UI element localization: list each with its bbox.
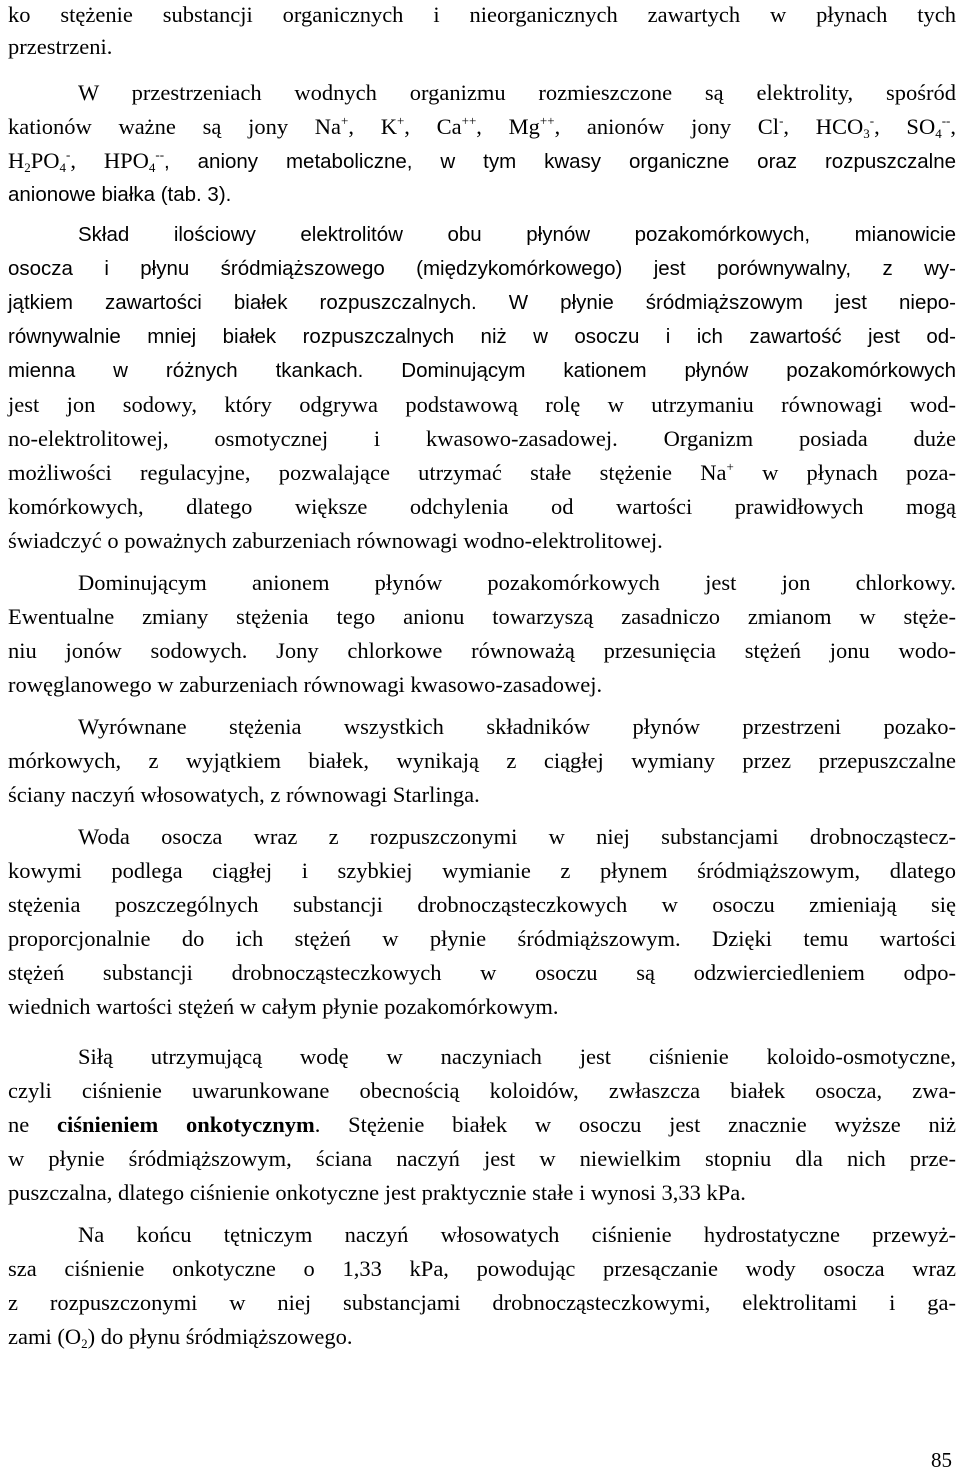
text-run: , (950, 114, 956, 139)
text-line: czyli ciśnienie uwarunkowane obecnością koloidów, zwłaszcza białek osocza, zwa- (8, 1078, 956, 1103)
text-line: sza ciśnienie onkotyczne o 1,33 kPa, powodując przesączanie wody osocza wraz (8, 1256, 956, 1281)
text-run: w płynach poza- (733, 460, 956, 485)
text-line: W przestrzeniach wodnych organizmu rozmieszczone są elektrolity, spośród (78, 80, 956, 105)
text-line: jątkiem zawartości białek rozpuszczalnych. W płynie śródmiąższowym jest niepo- (8, 291, 956, 314)
text-line: świadczyć o poważnych zaburzeniach równowagi wodno-elektrolitowej. (8, 528, 663, 553)
text-line: no-elektrolitowej, osmotycznej i kwasowo-zasadowej. Organizm posiada duże (8, 426, 956, 451)
text-line: w płynie śródmiąższowym, ściana naczyń jest w niewielkim stopniu dla nich prze- (8, 1146, 956, 1171)
text-line (8, 1322, 956, 1352)
text-line: mórkowych, z wyjątkiem białek, wynikają z ciągłej wymiany przez przepuszczalne (8, 748, 956, 773)
charge-superscript: -- (155, 147, 165, 162)
text-line: przestrzeni. (8, 34, 113, 59)
text-line: stężeń substancji drobnocząsteczkowych w osoczu są odzwierciedleniem odpo- (8, 960, 956, 985)
text-line: puszczalna, dlatego ciśnienie onkotyczne jest praktycznie stałe i wynosi 3,33 kPa. (8, 1180, 746, 1205)
charge-superscript: + (726, 459, 734, 474)
text-line: jest jon sodowy, który odgrywa podstawową rolę w utrzymaniu równowagi wod- (8, 392, 956, 417)
text-run: , Ca (404, 114, 462, 139)
subscript: 4 (148, 160, 156, 175)
charge-superscript: - (779, 113, 784, 128)
text-line: Skład ilościowy elektrolitów obu płynów pozakomórkowych, mianowicie (78, 223, 956, 246)
text-run: . Stężenie białek w osoczu jest znacznie wyższe niż (314, 1112, 956, 1137)
charge-superscript: + (396, 113, 405, 128)
text-line: rowęglanowego w zaburzeniach równowagi kwasowo-zasadowej. (8, 672, 603, 697)
text-run: , Mg (476, 114, 540, 139)
text-run: , K (348, 114, 397, 139)
ion-list-line (8, 112, 956, 142)
text-run: zami (O (8, 1324, 82, 1349)
text-line: Dominującym anionem płynów pozakomórkowych jest jon chlorkowy. (78, 570, 956, 595)
subscript: 2 (81, 1336, 88, 1351)
text-run: H (8, 148, 25, 173)
subscript: 4 (935, 126, 942, 141)
text-line: ściany naczyń włosowatych, z równowagi Starlinga. (8, 782, 480, 807)
subscript: 4 (59, 160, 67, 175)
text-run: , HCO (783, 114, 864, 139)
text-run: , aniony metaboliczne, w tym kwasy organiczne oraz rozpuszczalne (164, 150, 957, 173)
text-run: , SO (874, 114, 936, 139)
text-line: kowymi podlega ciągłej i szybkiej wymianie z płynem śródmiąższowym, dlatego (8, 858, 956, 883)
text-line: wiednich wartości stężeń w całym płynie pozakomórkowym. (8, 994, 559, 1019)
text-run: kationów ważne są jony Na (8, 114, 342, 139)
charge-superscript: ++ (539, 113, 555, 128)
text-line: Ewentualne zmiany stężenia tego anionu towarzyszą zasadniczo zmianom w stęże- (8, 604, 956, 629)
text-run: ) do płynu śródmiąższowego. (87, 1324, 353, 1349)
text-line: proporcjonalnie do ich stężeń w płynie śródmiąższowym. Dzięki temu wartości (8, 926, 956, 951)
text-run: ne (8, 1112, 57, 1137)
text-line (8, 458, 956, 488)
charge-superscript: -- (941, 113, 951, 128)
text-line: mienna w różnych tkankach. Dominującym kationem płynów pozakomórkowych (8, 359, 956, 382)
subscript: 3 (863, 126, 870, 141)
text-line: Na końcu tętniczym naczyń włosowatych ciśnienie hydrostatyczne przewyż- (78, 1222, 956, 1247)
charge-superscript: ++ (461, 113, 477, 128)
text-line: ko stężenie substancji organicznych i nieorganicznych zawartych w płynach tych (8, 2, 956, 27)
charge-superscript: + (341, 113, 349, 128)
text-line: osocza i płynu śródmiąższowego (międzykomórkowego) jest porównywalny, z wy- (8, 257, 956, 280)
bold-term: ciśnieniem onkotycznym (57, 1112, 315, 1137)
text-run: , HPO (70, 148, 149, 173)
text-line: niu jonów sodowych. Jony chlorkowe równoważą przesunięcia stężeń jonu wodo- (8, 638, 956, 663)
text-line: stężenia poszczególnych substancji drobnocząsteczkowych w osoczu zmieniają się (8, 892, 956, 917)
text-line: Wyrównane stężenia wszystkich składników płynów przestrzeni pozako- (78, 714, 956, 739)
subscript: 2 (24, 160, 31, 175)
text-line (8, 1110, 956, 1140)
charge-superscript: - (66, 147, 71, 162)
page-number: 85 (931, 1448, 952, 1472)
text-line: anionowe białka (tab. 3). (8, 183, 232, 206)
text-run: możliwości regulacyjne, pozwalające utrzymać stałe stężenie Na (8, 460, 727, 485)
text-line: komórkowych, dlatego większe odchylenia od wartości prawidłowych mogą (8, 494, 956, 519)
text-line: Siłą utrzymującą wodę w naczyniach jest ciśnienie koloido-osmotyczne, (78, 1044, 956, 1069)
text-run: PO (30, 148, 60, 173)
text-line: równywalnie mniej białek rozpuszczalnych niż w osoczu i ich zawartość jest od- (8, 325, 956, 348)
charge-superscript: - (869, 113, 875, 128)
text-line: Woda osocza wraz z rozpuszczonymi w niej substancjami drobnocząstecz- (78, 824, 956, 849)
text-line: z rozpuszczonymi w niej substancjami drobnocząsteczkowymi, elektrolitami i ga- (8, 1290, 956, 1315)
text-run: , anionów jony Cl (554, 114, 780, 139)
ion-list-line (8, 146, 956, 176)
